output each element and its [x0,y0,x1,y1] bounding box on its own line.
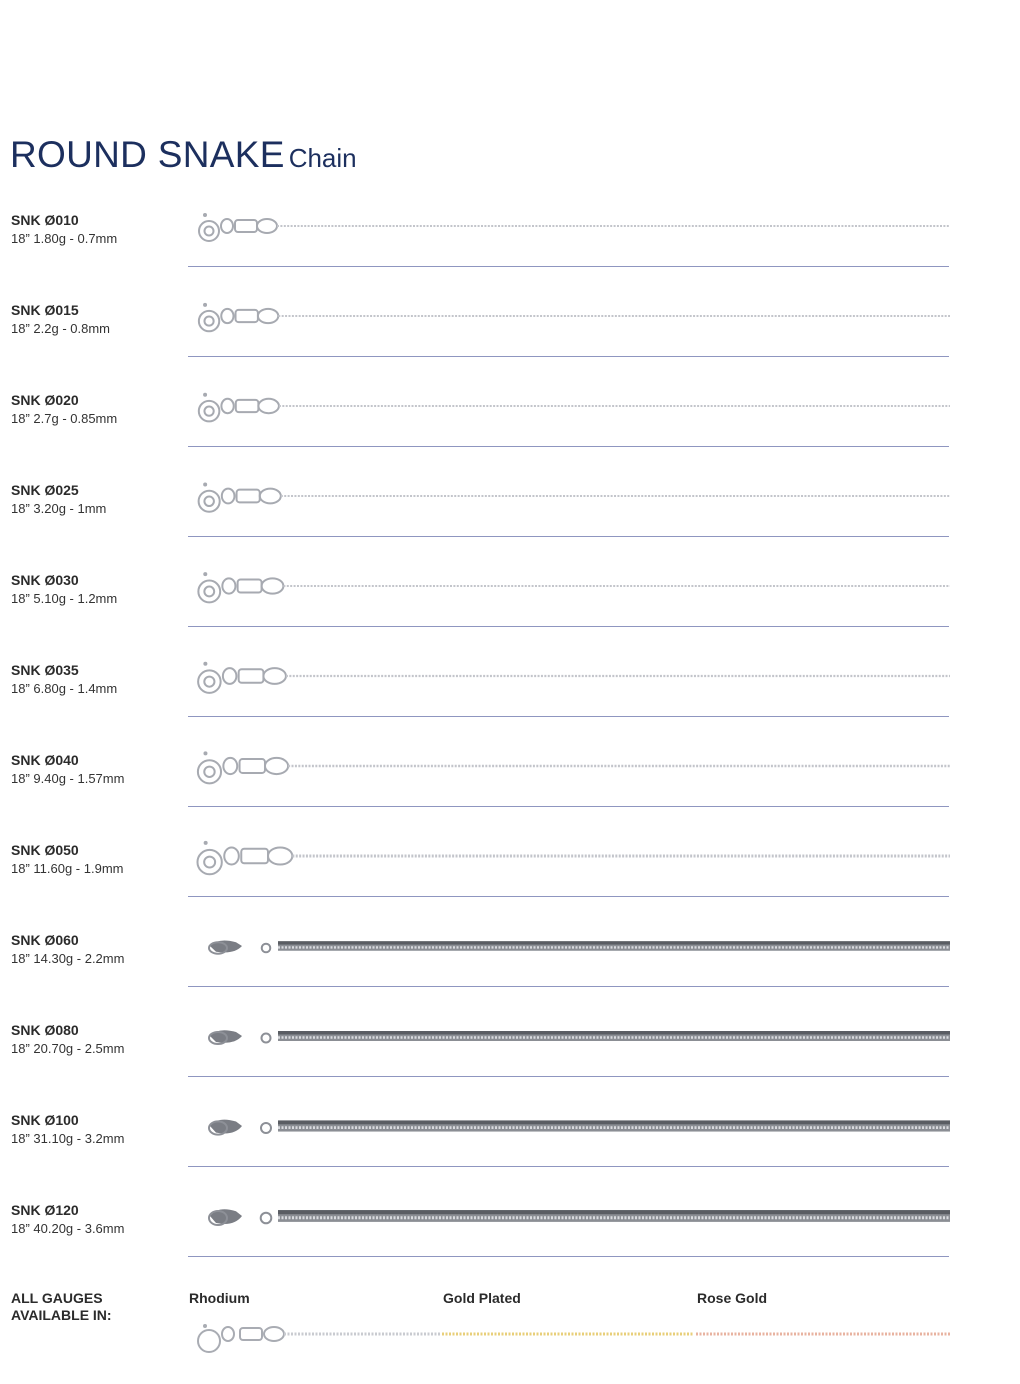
chain-image [188,188,950,248]
product-spec: 18” 3.20g - 1mm [11,501,107,516]
product-spec: 18” 9.40g - 1.57mm [11,771,125,786]
row-divider [188,986,949,987]
row-divider [188,1166,949,1167]
product-spec: 18” 5.10g - 1.2mm [11,591,118,606]
chain-image [188,638,950,698]
finish-swatch-rhodium [188,1310,440,1360]
row-divider [188,806,949,807]
all-gauges-label [11,1290,112,1324]
product-spec: 18” 1.80g - 0.7mm [11,231,118,246]
product-code: SNK Ø010 [11,212,79,228]
finish-label-rose-gold: Rose Gold [697,1290,768,1306]
finish-swatch-rose-gold [696,1310,950,1360]
product-code: SNK Ø025 [11,482,79,498]
product-row [0,1200,1020,1290]
chain-image [188,728,950,788]
product-spec: 18” 20.70g - 2.5mm [11,1041,125,1056]
product-spec: 18” 14.30g - 2.2mm [11,951,125,966]
all-gauges-line2: AVAILABLE IN: [11,1307,112,1323]
product-code: SNK Ø040 [11,752,79,768]
product-code: SNK Ø120 [11,1202,79,1218]
chain-image [188,998,950,1058]
chain-image [188,1088,950,1148]
row-divider [188,716,949,717]
row-divider [188,536,949,537]
product-spec: 18” 6.80g - 1.4mm [11,681,118,696]
product-code: SNK Ø015 [11,302,79,318]
all-gauges-line1: ALL GAUGES [11,1290,103,1306]
row-divider [188,1076,949,1077]
product-spec: 18” 11.60g - 1.9mm [11,861,124,876]
product-spec: 18” 2.2g - 0.8mm [11,321,110,336]
chain-image [188,818,950,878]
product-spec: 18” 2.7g - 0.85mm [11,411,118,426]
chain-image [188,278,950,338]
chain-image [188,368,950,428]
page-title [10,134,357,176]
chain-image [188,458,950,518]
chain-image [188,1178,950,1238]
row-divider [188,896,949,897]
product-code: SNK Ø020 [11,392,79,408]
product-code: SNK Ø080 [11,1022,79,1038]
product-spec: 18” 40.20g - 3.6mm [11,1221,125,1236]
row-divider [188,1256,949,1257]
product-code: SNK Ø030 [11,572,79,588]
row-divider [188,446,949,447]
chain-image [188,908,950,968]
product-code: SNK Ø100 [11,1112,79,1128]
finish-label-gold-plated: Gold Plated [443,1290,521,1306]
chain-image [188,548,950,608]
finish-swatch-gold-plated [442,1310,694,1360]
product-code: SNK Ø060 [11,932,79,948]
product-code: SNK Ø050 [11,842,79,858]
product-spec: 18” 31.10g - 3.2mm [11,1131,125,1146]
title-main: ROUND SNAKE [10,134,285,175]
finish-label-rhodium: Rhodium [189,1290,250,1306]
row-divider [188,626,949,627]
row-divider [188,356,949,357]
product-code: SNK Ø035 [11,662,79,678]
row-divider [188,266,949,267]
title-sub: Chain [288,143,357,173]
